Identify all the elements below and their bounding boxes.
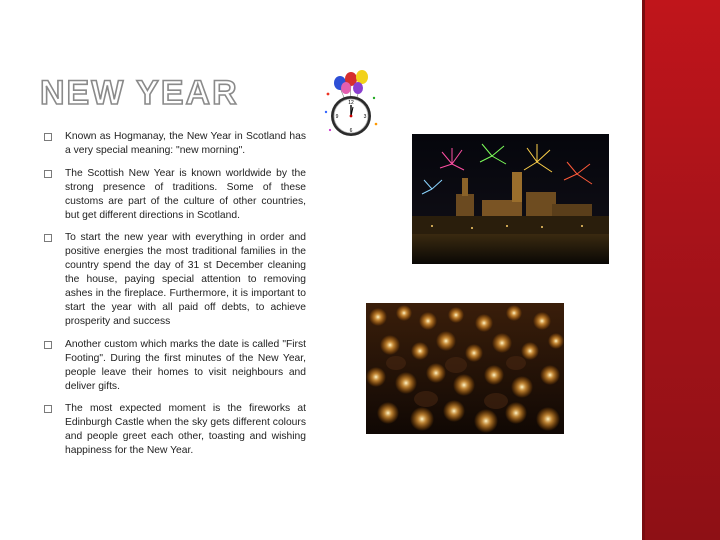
list-item <box>44 231 306 328</box>
list-item <box>44 167 306 223</box>
square-bullet-icon <box>44 341 52 349</box>
fireworks-photo <box>412 134 609 264</box>
bullet-text: The Scottish New Year is known worldwide by the strong presence of traditions. Some of these customs are part of the culture of other countries, but get different directions in Scotland. <box>65 167 306 221</box>
fireworks-icon <box>412 134 609 264</box>
svg-text:12: 12 <box>348 100 354 106</box>
bullet-text: Another custom which marks the date is called "First Footing". During the first minutes of the New Year, people leave their homes to visit neighbours and deliver gifts. <box>65 338 306 392</box>
bullet-text: Known as Hogmanay, the New Year in Scotland has a very special meaning: "new morning". <box>65 131 306 156</box>
bullet-list <box>44 130 306 467</box>
clock-icon <box>318 64 382 144</box>
square-bullet-icon <box>44 405 52 413</box>
candles-crowd-photo <box>366 303 564 434</box>
bullet-text: To start the new year with everything in order and positive energies the most traditional families in the country spend the day of 31 st December cleaning the house, paying special attention to removing ashes in the fireplace. Furthermore, it is important to start the year with all paid off debts, to achieve prosperity and success <box>65 232 306 327</box>
bullet-text: The most expected moment is the fireworks at Edinburgh Castle when the sky gets different colours and people greet each other, toasting and wishing happiness for the New Year. <box>65 403 306 457</box>
clock-balloons-image <box>318 64 382 144</box>
list-item <box>44 130 306 158</box>
candles-icon <box>366 303 564 434</box>
list-item <box>44 338 306 394</box>
square-bullet-icon <box>44 133 52 141</box>
square-bullet-icon <box>44 170 52 178</box>
slide-title: NEW YEAR <box>40 74 239 112</box>
list-item <box>44 402 306 458</box>
svg-text:9: 9 <box>335 114 339 120</box>
svg-text:3: 3 <box>363 114 367 120</box>
square-bullet-icon <box>44 234 52 242</box>
red-side-bar <box>642 0 720 540</box>
svg-text:6: 6 <box>349 128 353 134</box>
